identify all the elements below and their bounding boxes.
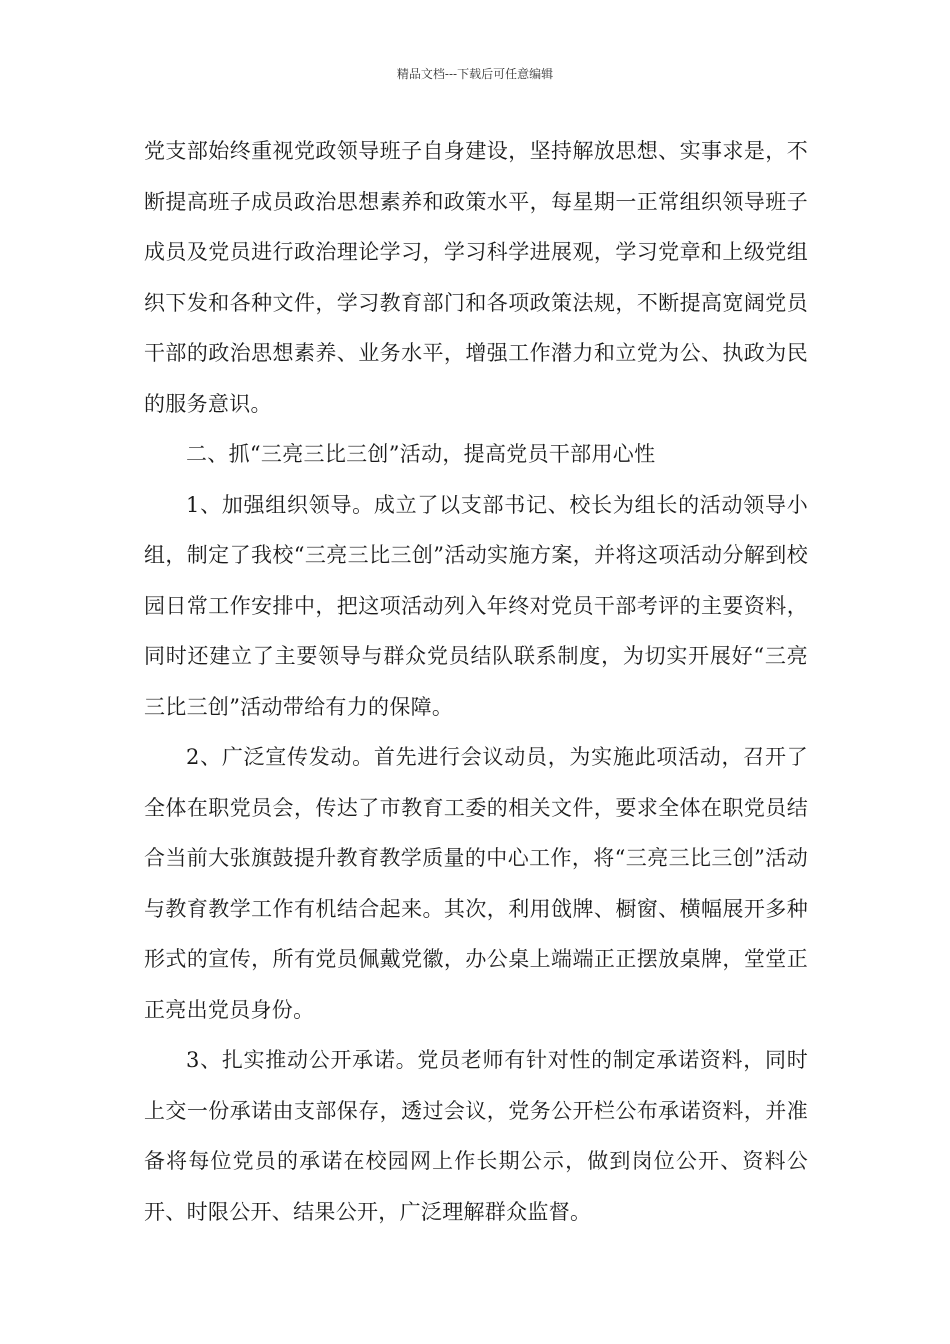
paragraph-item-1: 1、加强组织领导。成立了以支部书记、校长为组长的活动领导小组，制定了我校“三亮三比三创”活动实施方案，并将这项活动分解到校园日常工作安排中，把这项活动列入年终对党员干部考评的主要资料，同时还建立了主要领导与群众党员结队联系制度，为切实开展好“三亮三比三创”活动带给有力的保障。 xyxy=(144,492,808,719)
document-body xyxy=(144,126,808,1237)
paragraph-item-3: 3、扎实推动公开承诺。党员老师有针对性的制定承诺资料，同时上交一份承诺由支部保存，透过会议，党务公开栏公布承诺资料，并准备将每位党员的承诺在校园网上作长期公示，做到岗位公开、资料公开、时限公开、结果公开，广泛理解群众监督。 xyxy=(144,1048,808,1224)
page-header: 精品文档---下载后可任意编辑 xyxy=(396,67,554,81)
section-heading-two: 二、抓“三亮三比三创”活动，提高党员干部用心性 xyxy=(186,442,656,466)
paragraph-party-building: 党支部始终重视党政领导班子自身建设，坚持解放思想、实事求是，不断提高班子成员政治思想素养和政策水平，每星期一正常组织领导班子成员及党员进行政治理论学习，学习科学进展观，学习党章和上级党组织下发和各种文件，学习教育部门和各项政策法规，不断提高宽阔党员干部的政治思想素养、业务水平，增强工作潜力和立党为公、执政为民的服务意识。 xyxy=(144,139,808,416)
paragraph-item-2: 2、广泛宣传发动。首先进行会议动员，为实施此项活动，召开了全体在职党员会，传达了市教育工委的相关文件，要求全体在职党员结合当前大张旗鼓提升教育教学质量的中心工作，将“三亮三比三创”活动与教育教学工作有机结合起来。其次，利用戗牌、橱窗、横幅展开多种形式的宣传，所有党员佩戴党徽，办公桌上端端正正摆放桌牌，堂堂正正亮出党员身份。 xyxy=(144,745,808,1022)
